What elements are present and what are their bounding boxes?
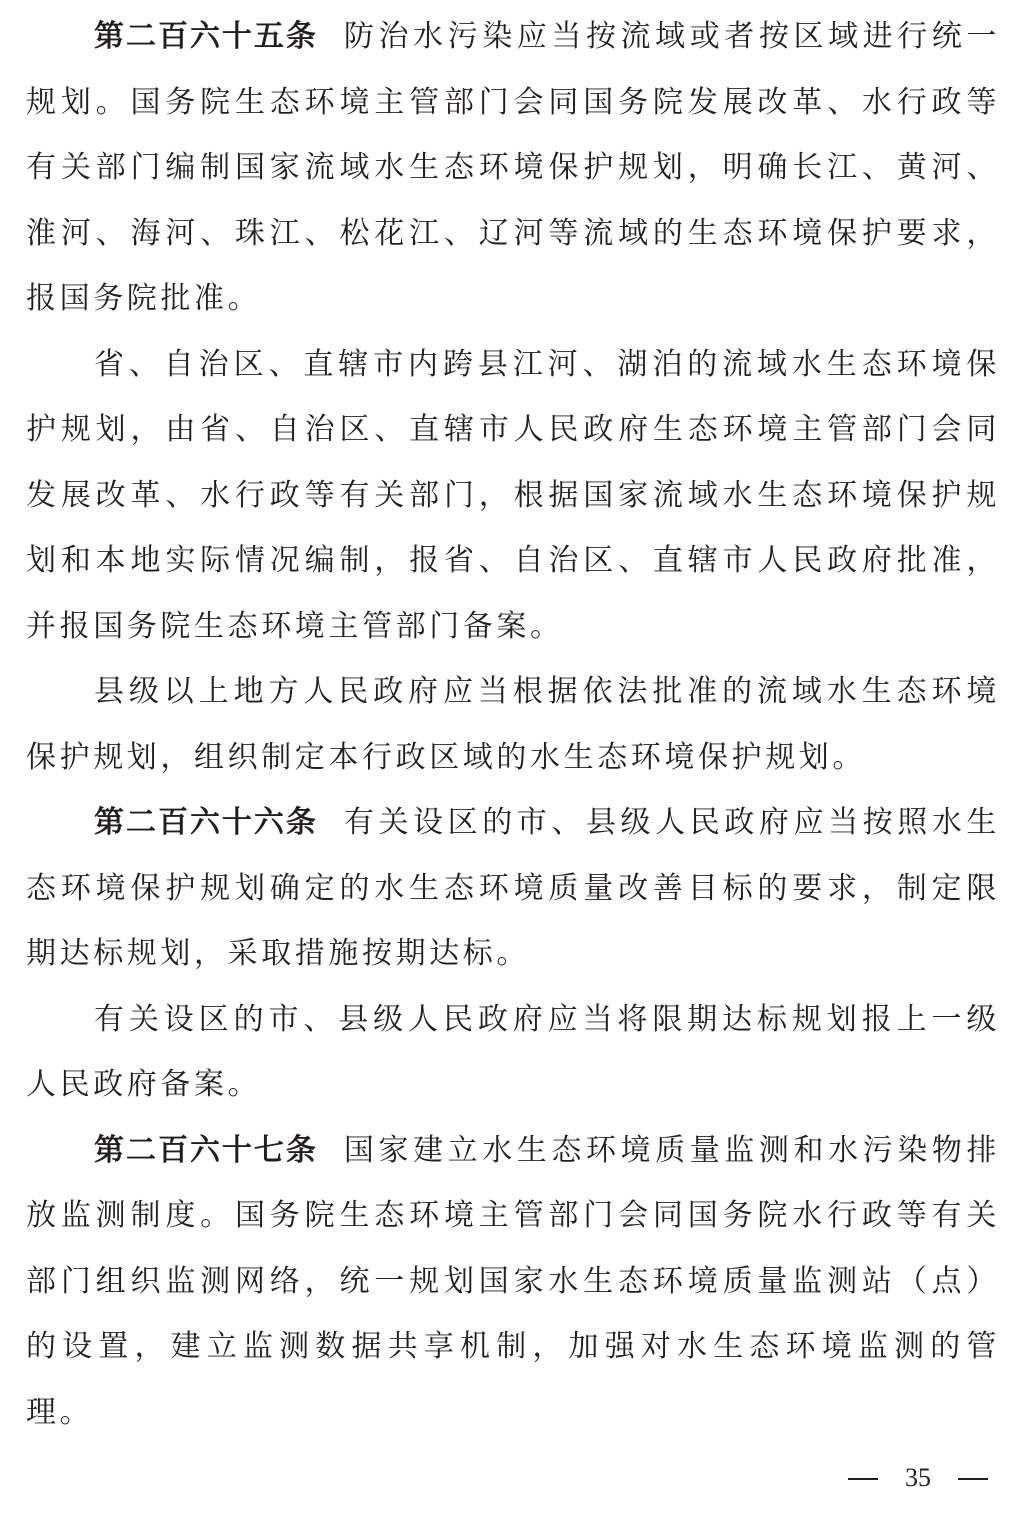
article-265-paragraph-3: 县级以上地方人民政府应当根据依法批准的流域水生态环境保护规划，组织制定本行政区域的水生态环境保护规划。 (26, 674, 1000, 775)
article-266-paragraph-2: 有关设区的市、县级人民政府应当将限期达标规划报上一级人民政府备案。 (26, 1001, 1000, 1102)
article-266-text-1: 有关设区的市、县级人民政府应当按照水生态环境保护规划确定的水生态环境质量改善目标的要求，制定限期达标规划，采取措施按期达标。 (26, 805, 1000, 971)
document-body (26, 4, 1000, 1445)
article-265-paragraph-1 (26, 4, 1000, 332)
article-266-heading: 第二百六十六条 (94, 805, 318, 840)
page-number: 35 (905, 1463, 931, 1492)
article-265-heading: 第二百六十五条 (94, 19, 318, 54)
article-267-paragraph-1 (26, 1118, 1000, 1446)
article-265-paragraph-2: 省、自治区、直辖市内跨县江河、湖泊的流域水生态环境保护规划，由省、自治区、直辖市人民政府生态环境主管部门会同发展改革、水行政等有关部门，根据国家流域水生态环境保护规划和本地实际情况编制，报省、自治区、直辖市人民政府批准，并报国务院生态环境主管部门备案。 (26, 346, 1000, 644)
footer-dash-left (848, 1478, 878, 1480)
article-267-text-1: 国家建立水生态环境质量监测和水污染物排放监测制度。国务院生态环境主管部门会同国务院水行政等有关部门组织监测网络，统一规划国家水生态环境质量监测站（点）的设置，建立监测数据共享机制，加强对水生态环境监测的管理。 (26, 1132, 1000, 1430)
article-265-text-1: 防治水污染应当按流域或者按区域进行统一规划。国务院生态环境主管部门会同国务院发展改革、水行政等有关部门编制国家流域水生态环境保护规划，明确长江、黄河、淮河、海河、珠江、松花江、辽河等流域的生态环境保护要求，报国务院批准。 (26, 19, 1000, 316)
article-266-paragraph-1 (26, 790, 1000, 987)
footer-dash-right (958, 1478, 988, 1480)
page-footer (848, 1458, 998, 1498)
article-267-heading: 第二百六十七条 (94, 1132, 318, 1168)
